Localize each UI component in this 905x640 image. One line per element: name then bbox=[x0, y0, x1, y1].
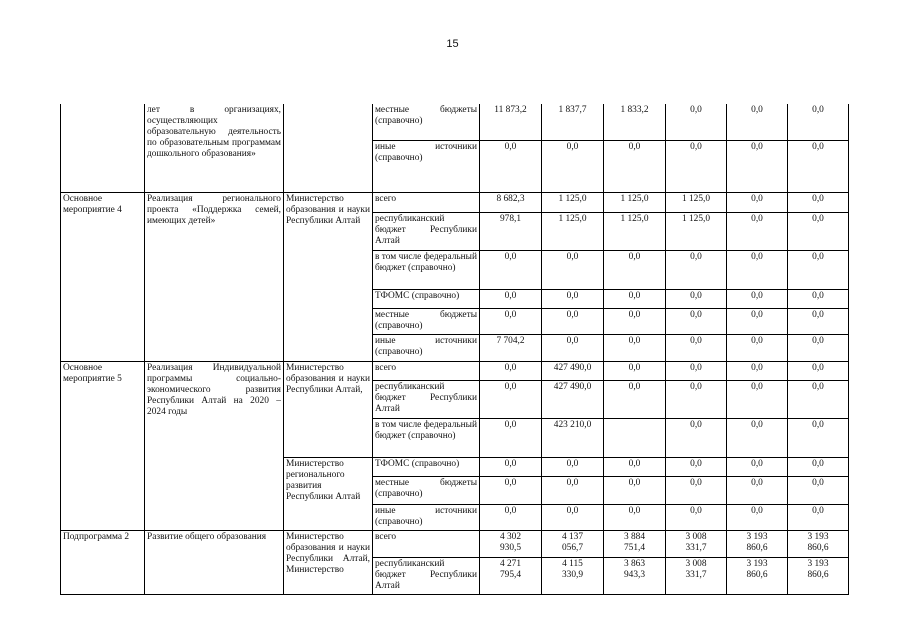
funding-source-cell: иные источники (справочно) bbox=[373, 140, 480, 192]
value-cell: 0,0 bbox=[727, 212, 788, 250]
value-cell: 427 490,0 bbox=[542, 380, 604, 418]
value-cell: 978,1 bbox=[480, 212, 542, 250]
value-cell: 0,0 bbox=[480, 380, 542, 418]
value-cell: 0,0 bbox=[727, 504, 788, 530]
value-cell: 0,0 bbox=[666, 140, 727, 192]
value-cell: 0,0 bbox=[788, 104, 849, 140]
value-cell: 3 193 860,6 bbox=[788, 530, 849, 557]
value-cell: 3 193 860,6 bbox=[727, 557, 788, 594]
funding-source-cell: республиканский бюджет Республики Алтай bbox=[373, 212, 480, 250]
value-cell: 0,0 bbox=[480, 504, 542, 530]
value-cell: 0,0 bbox=[788, 380, 849, 418]
value-cell: 8 682,3 bbox=[480, 192, 542, 212]
page-number: 15 bbox=[446, 38, 459, 50]
value-cell: 1 837,7 bbox=[542, 104, 604, 140]
executor-cell: Министерство регионального развития Республики Алтай bbox=[284, 457, 373, 530]
value-cell: 3 193 860,6 bbox=[788, 557, 849, 594]
funding-source-cell: местные бюджеты (справочно) bbox=[373, 104, 480, 140]
funding-source-cell: в том числе федеральный бюджет (справочно) bbox=[373, 250, 480, 289]
project-description-cell: Реализация Индивидуальной программы социально-экономического развития Республики Алтай на 2020 – 2024 годы bbox=[145, 361, 284, 530]
value-cell: 3 193 860,6 bbox=[727, 530, 788, 557]
value-cell: 11 873,2 bbox=[480, 104, 542, 140]
value-cell: 0,0 bbox=[604, 504, 666, 530]
funding-source-cell: иные источники (справочно) bbox=[373, 504, 480, 530]
value-cell: 0,0 bbox=[604, 457, 666, 476]
table-row bbox=[61, 104, 849, 140]
funding-source-cell: ТФОМС (справочно) bbox=[373, 289, 480, 308]
funding-source-cell: всего bbox=[373, 361, 480, 380]
value-cell: 0,0 bbox=[480, 140, 542, 192]
funding-source-cell: местные бюджеты (справочно) bbox=[373, 308, 480, 334]
value-cell: 0,0 bbox=[727, 380, 788, 418]
funding-source-cell: республиканский бюджет Республики Алтай bbox=[373, 380, 480, 418]
event-name-cell: Подпрограмма 2 bbox=[61, 530, 145, 594]
funding-source-cell: республиканский бюджет Республики Алтай bbox=[373, 557, 480, 594]
value-cell: 0,0 bbox=[666, 361, 727, 380]
value-cell: 0,0 bbox=[727, 457, 788, 476]
project-description-cell: лет в организациях, осуществляющих образовательную деятельность по образовательным программам дошкольного образования» bbox=[145, 104, 284, 192]
value-cell: 0,0 bbox=[788, 361, 849, 380]
value-cell: 0,0 bbox=[727, 476, 788, 504]
value-cell: 4 137 056,7 bbox=[542, 530, 604, 557]
value-cell: 0,0 bbox=[604, 476, 666, 504]
value-cell: 0,0 bbox=[727, 308, 788, 334]
value-cell: 0,0 bbox=[480, 476, 542, 504]
value-cell: 0,0 bbox=[788, 418, 849, 457]
value-cell: 0,0 bbox=[542, 476, 604, 504]
value-cell: 0,0 bbox=[788, 334, 849, 361]
value-cell: 1 833,2 bbox=[604, 104, 666, 140]
value-cell bbox=[604, 418, 666, 457]
funding-source-cell: местные бюджеты (справочно) bbox=[373, 476, 480, 504]
funding-source-cell: иные источники (справочно) bbox=[373, 334, 480, 361]
value-cell: 427 490,0 bbox=[542, 361, 604, 380]
value-cell: 0,0 bbox=[542, 250, 604, 289]
value-cell: 1 125,0 bbox=[604, 212, 666, 250]
value-cell: 0,0 bbox=[480, 289, 542, 308]
value-cell: 0,0 bbox=[788, 476, 849, 504]
funding-source-cell: ТФОМС (справочно) bbox=[373, 457, 480, 476]
value-cell: 0,0 bbox=[542, 308, 604, 334]
value-cell: 0,0 bbox=[727, 361, 788, 380]
value-cell: 1 125,0 bbox=[604, 192, 666, 212]
value-cell: 0,0 bbox=[788, 457, 849, 476]
value-cell: 3 008 331,7 bbox=[666, 530, 727, 557]
event-name-cell bbox=[61, 104, 145, 192]
value-cell: 0,0 bbox=[788, 140, 849, 192]
value-cell: 0,0 bbox=[666, 250, 727, 289]
value-cell: 0,0 bbox=[727, 192, 788, 212]
value-cell: 0,0 bbox=[788, 289, 849, 308]
executor-cell: Министерство образования и науки Республики Алтай, bbox=[284, 361, 373, 457]
value-cell: 3 008 331,7 bbox=[666, 557, 727, 594]
value-cell: 0,0 bbox=[604, 289, 666, 308]
value-cell: 0,0 bbox=[480, 250, 542, 289]
funding-source-cell: в том числе федеральный бюджет (справочно) bbox=[373, 418, 480, 457]
value-cell: 0,0 bbox=[666, 334, 727, 361]
event-name-cell: Основное мероприятие 4 bbox=[61, 192, 145, 361]
value-cell: 0,0 bbox=[727, 418, 788, 457]
value-cell: 0,0 bbox=[604, 250, 666, 289]
value-cell: 0,0 bbox=[542, 289, 604, 308]
value-cell: 1 125,0 bbox=[542, 192, 604, 212]
value-cell: 0,0 bbox=[788, 308, 849, 334]
value-cell: 0,0 bbox=[542, 140, 604, 192]
event-name-cell: Основное мероприятие 5 bbox=[61, 361, 145, 530]
value-cell: 0,0 bbox=[480, 361, 542, 380]
value-cell: 0,0 bbox=[604, 380, 666, 418]
value-cell: 0,0 bbox=[788, 192, 849, 212]
value-cell: 0,0 bbox=[666, 418, 727, 457]
value-cell: 0,0 bbox=[788, 250, 849, 289]
value-cell: 0,0 bbox=[480, 308, 542, 334]
value-cell: 0,0 bbox=[727, 140, 788, 192]
executor-cell: Министерство образования и науки Республики Алтай, Министерство bbox=[284, 530, 373, 594]
value-cell: 3 884 751,4 bbox=[604, 530, 666, 557]
value-cell: 0,0 bbox=[666, 380, 727, 418]
value-cell: 0,0 bbox=[604, 140, 666, 192]
project-description-cell: Реализация регионального проекта «Поддержка семей, имеющих детей» bbox=[145, 192, 284, 361]
value-cell: 0,0 bbox=[480, 457, 542, 476]
value-cell: 0,0 bbox=[604, 308, 666, 334]
value-cell: 0,0 bbox=[604, 361, 666, 380]
value-cell: 7 704,2 bbox=[480, 334, 542, 361]
value-cell: 0,0 bbox=[604, 334, 666, 361]
value-cell: 0,0 bbox=[542, 457, 604, 476]
value-cell: 1 125,0 bbox=[542, 212, 604, 250]
value-cell: 0,0 bbox=[666, 504, 727, 530]
project-description-cell: Развитие общего образования bbox=[145, 530, 284, 594]
value-cell: 0,0 bbox=[666, 308, 727, 334]
value-cell: 0,0 bbox=[727, 289, 788, 308]
executor-cell bbox=[284, 104, 373, 192]
value-cell: 0,0 bbox=[666, 289, 727, 308]
value-cell: 3 863 943,3 bbox=[604, 557, 666, 594]
value-cell: 0,0 bbox=[666, 104, 727, 140]
executor-cell: Министерство образования и науки Республики Алтай bbox=[284, 192, 373, 361]
value-cell: 0,0 bbox=[542, 334, 604, 361]
table-row bbox=[61, 361, 849, 380]
table-row bbox=[61, 530, 849, 557]
funding-source-cell: всего bbox=[373, 530, 480, 557]
value-cell: 0,0 bbox=[788, 212, 849, 250]
value-cell: 4 115 330,9 bbox=[542, 557, 604, 594]
table-row bbox=[61, 192, 849, 212]
value-cell: 1 125,0 bbox=[666, 192, 727, 212]
value-cell: 1 125,0 bbox=[666, 212, 727, 250]
value-cell: 0,0 bbox=[666, 476, 727, 504]
value-cell: 0,0 bbox=[666, 457, 727, 476]
value-cell: 4 302 930,5 bbox=[480, 530, 542, 557]
value-cell: 0,0 bbox=[480, 418, 542, 457]
value-cell: 0,0 bbox=[788, 504, 849, 530]
value-cell: 4 271 795,4 bbox=[480, 557, 542, 594]
table-body bbox=[61, 104, 849, 594]
value-cell: 0,0 bbox=[727, 334, 788, 361]
value-cell: 423 210,0 bbox=[542, 418, 604, 457]
value-cell: 0,0 bbox=[727, 250, 788, 289]
value-cell: 0,0 bbox=[542, 504, 604, 530]
value-cell: 0,0 bbox=[727, 104, 788, 140]
budget-table bbox=[60, 104, 849, 595]
funding-source-cell: всего bbox=[373, 192, 480, 212]
